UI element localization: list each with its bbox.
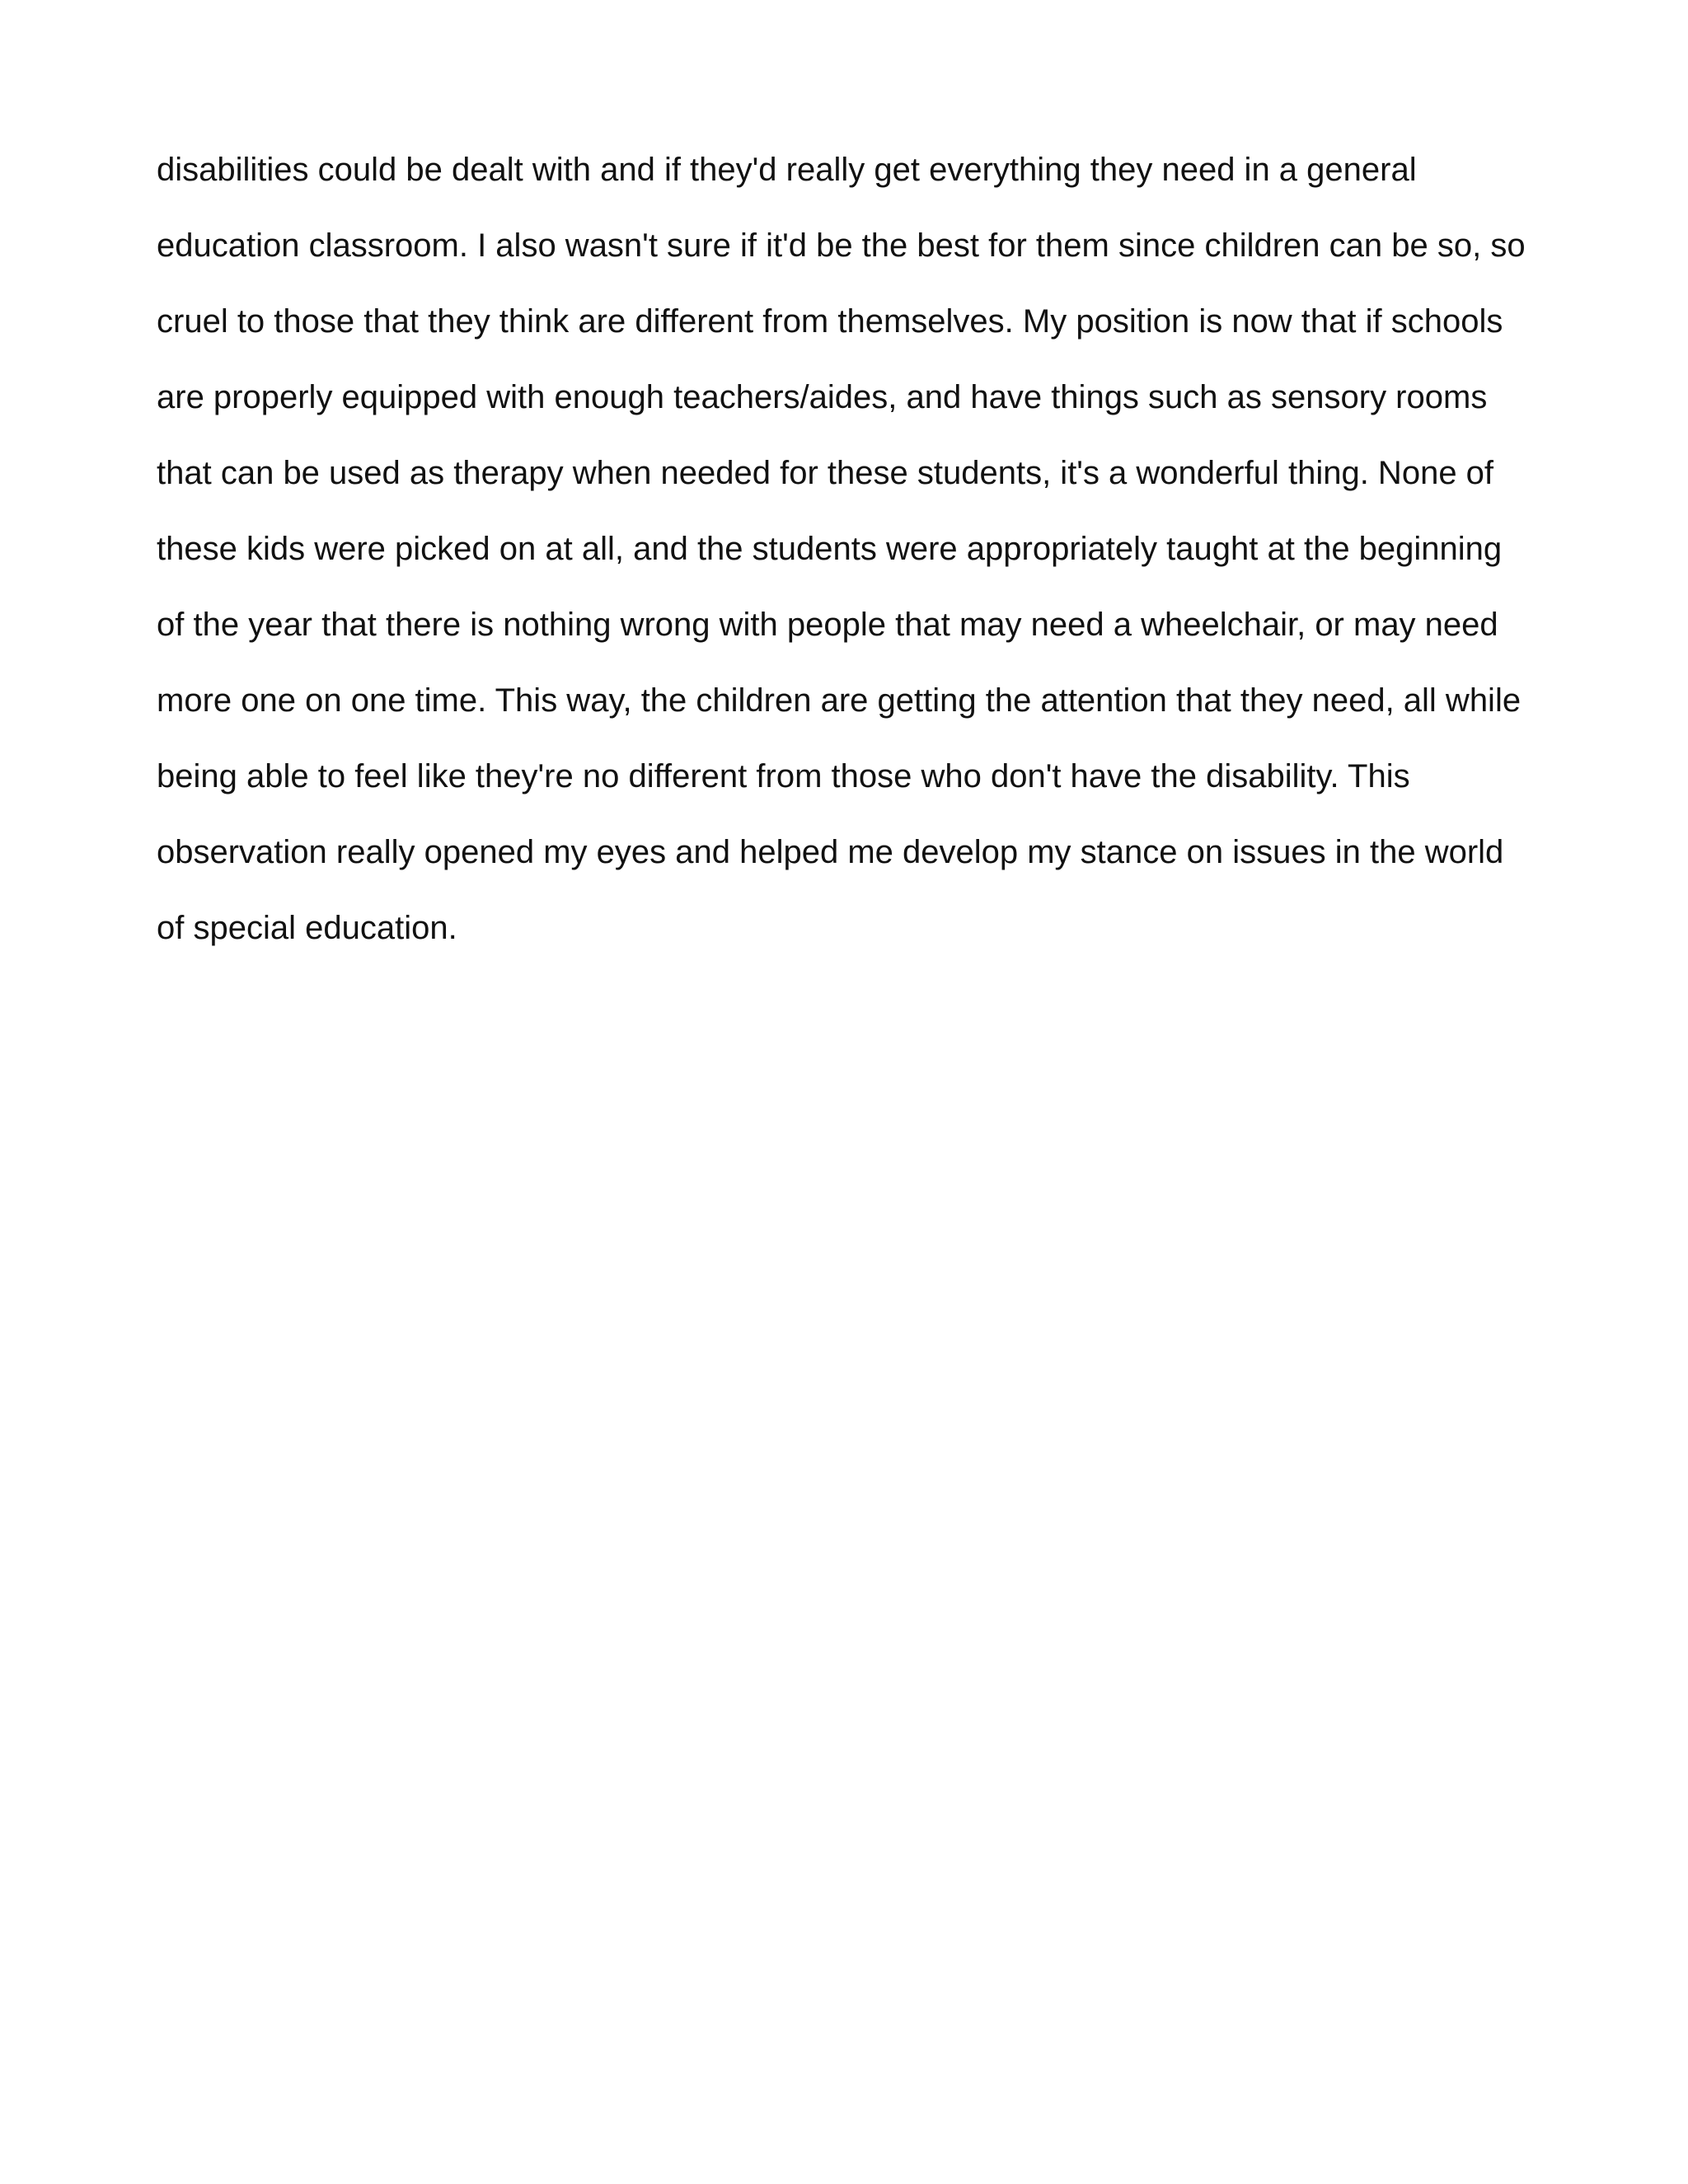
text-line: observation really opened my eyes and helped me develop my stance on issues in the world [157,834,1504,870]
text-line: being able to feel like they're no different from those who don't have the disability. This [157,758,1410,794]
text-line: more one on one time. This way, the children are getting the attention that they need, all while [157,682,1522,719]
text-line: are properly equipped with enough teachers/aides, and have things such as sensory rooms [157,379,1488,415]
text-line: of special education. [157,910,457,946]
text-line: cruel to those that they think are different from themselves. My position is now that if schools [157,303,1503,340]
text-line: disabilities could be dealt with and if they'd really get everything they need in a general [157,152,1417,188]
text-line: of the year that there is nothing wrong with people that may need a wheelchair, or may need [157,607,1498,643]
text-line: these kids were picked on at all, and the students were appropriately taught at the beginning [157,531,1503,567]
text-line: that can be used as therapy when needed for these students, it's a wonderful thing. None of [157,455,1494,491]
text-line: education classroom. I also wasn't sure if it'd be the best for them since children can be so, so [157,227,1526,264]
body-paragraph [157,132,1558,966]
